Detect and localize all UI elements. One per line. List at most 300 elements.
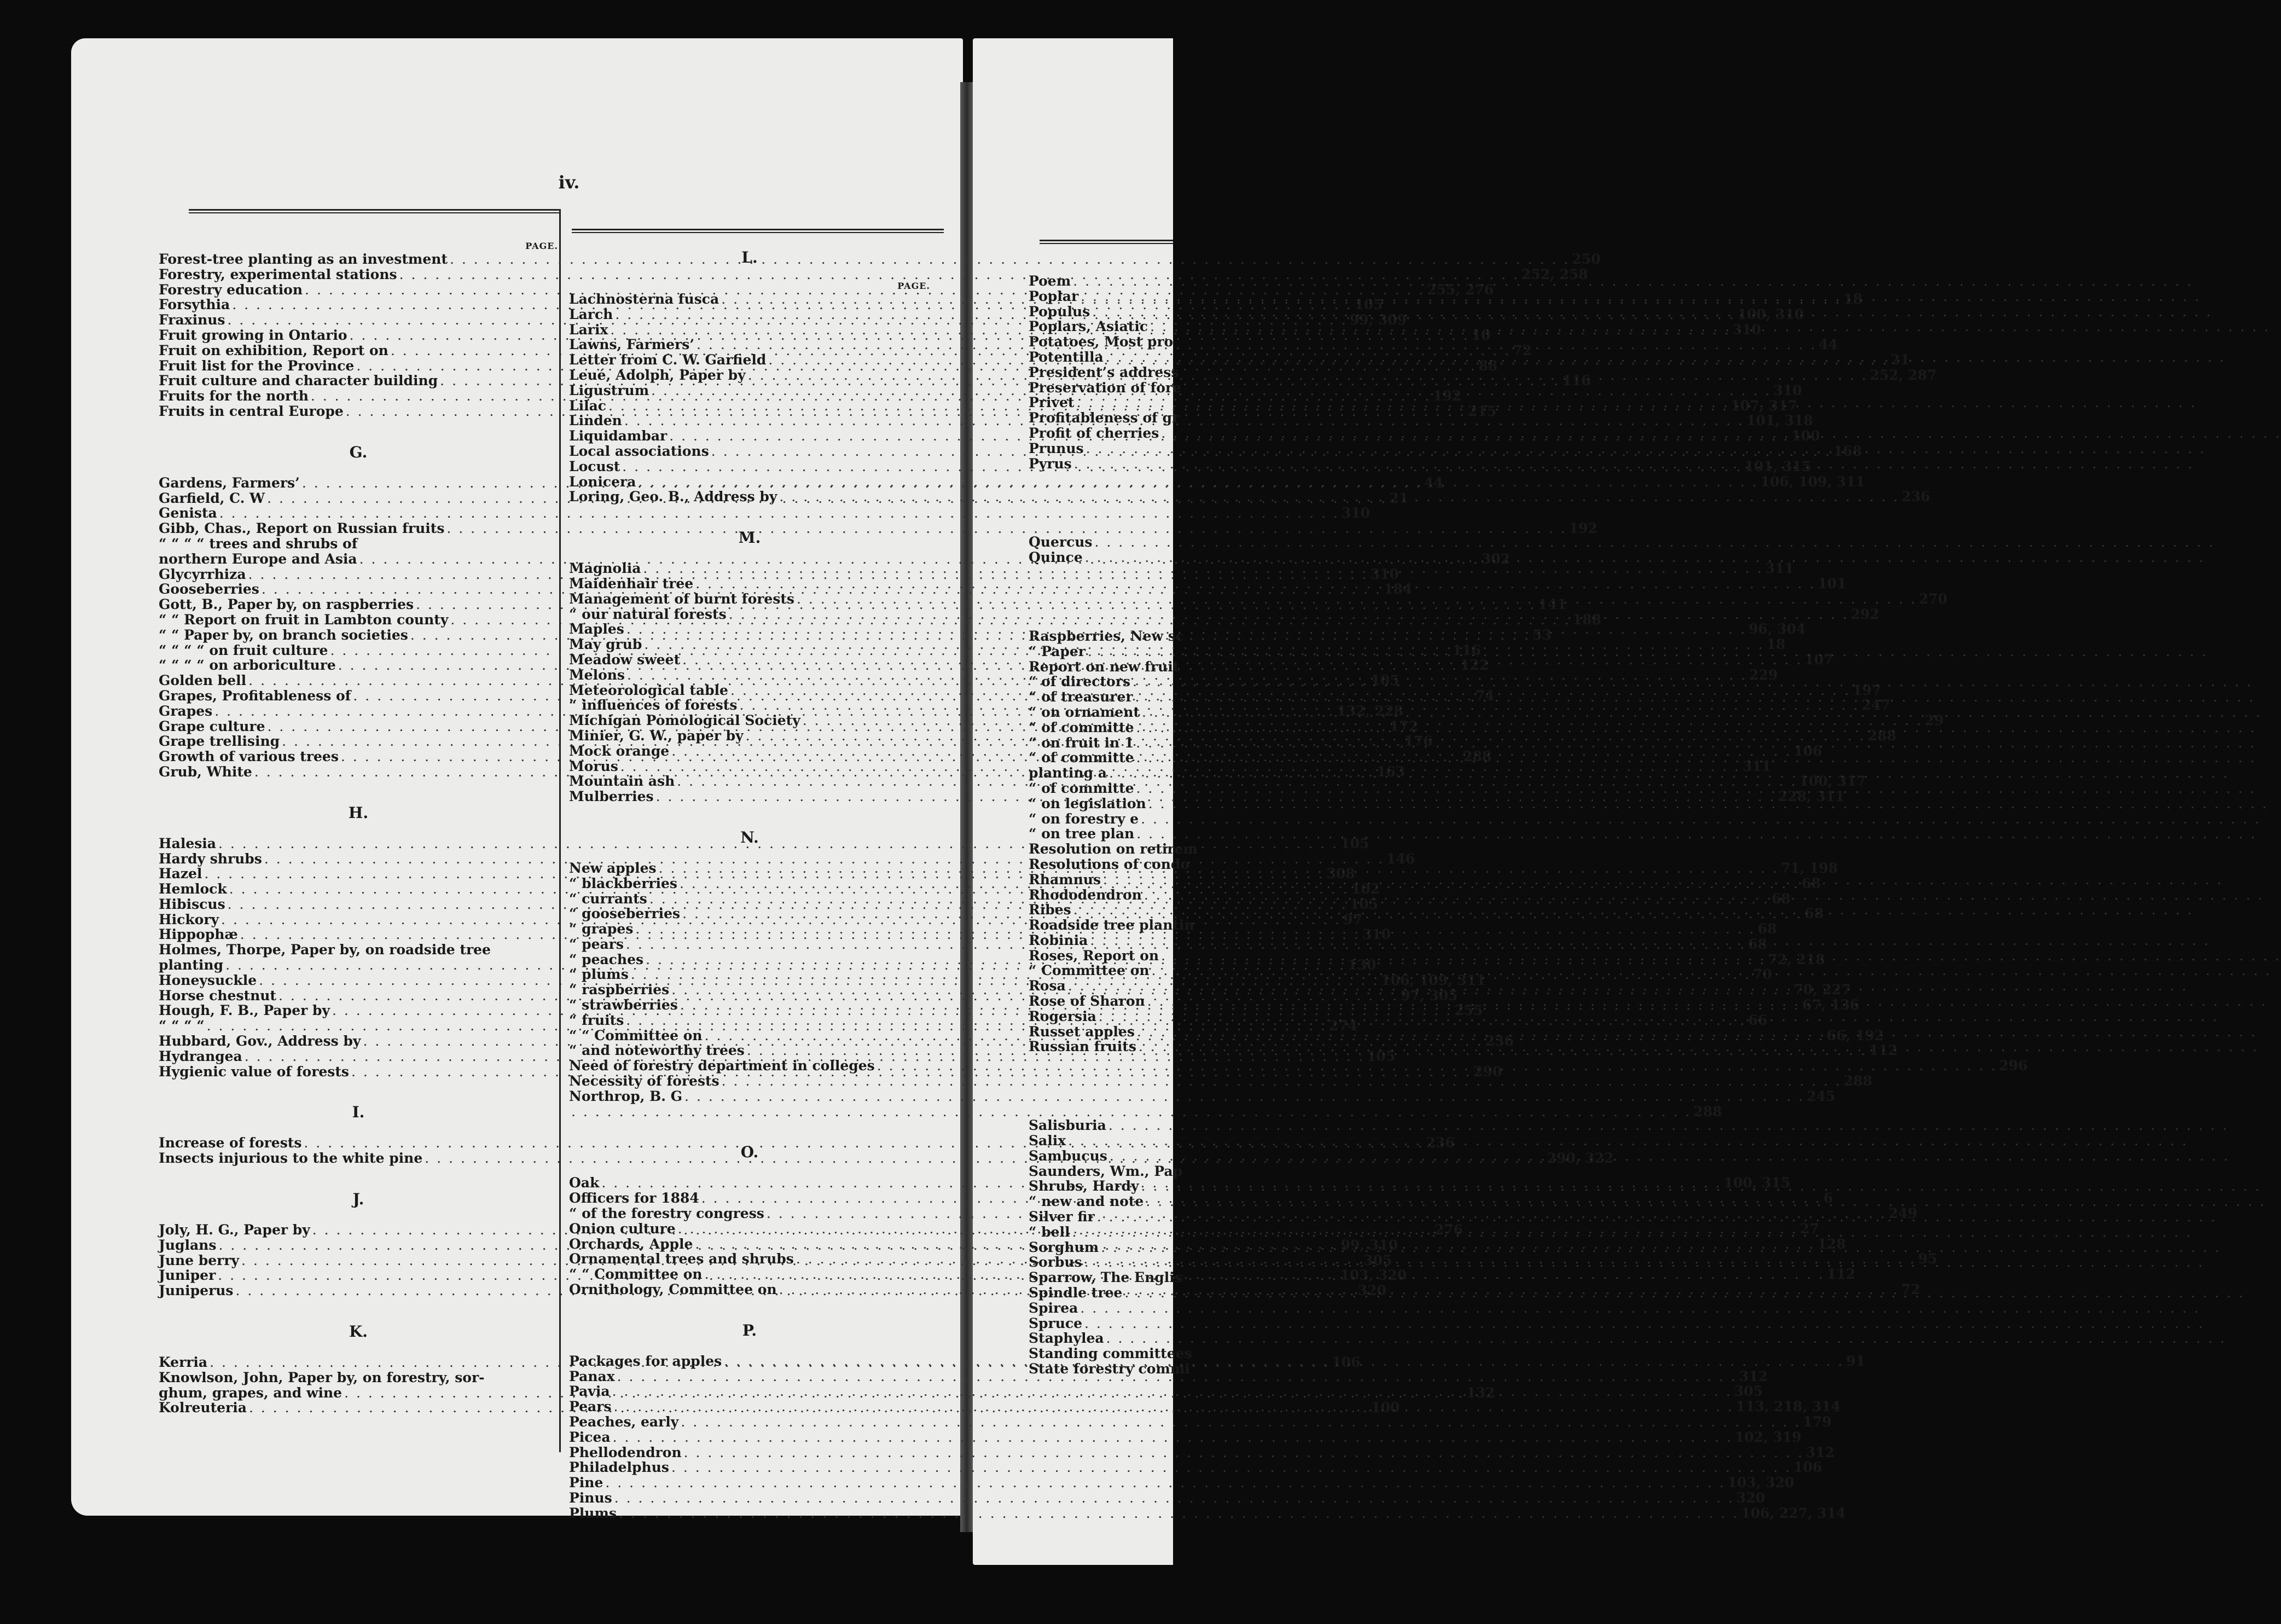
entry-term: Quince xyxy=(1029,549,1083,566)
entry-term: Picea xyxy=(569,1429,611,1445)
entry-pages: 168 xyxy=(1833,443,1862,459)
entry-term: planting a xyxy=(1029,765,1107,781)
entry-pages: 72 xyxy=(1512,342,1532,358)
entry-term: Hubbard, Gov., Address by xyxy=(159,1033,361,1049)
entry-term: Maidenhair tree xyxy=(569,575,694,591)
dot-leader xyxy=(729,607,1849,622)
entry-pages: 290, 322 xyxy=(1547,1150,1614,1167)
entry-pages: 21 xyxy=(1890,352,1910,368)
entry-pages: 132 xyxy=(1466,1384,1495,1401)
index-entry xyxy=(1029,1225,1173,1240)
entry-term: Juniper xyxy=(159,1267,216,1284)
entry-pages: 310 xyxy=(1773,382,1802,398)
entry-term: Fruit growing in Ontario xyxy=(159,327,347,343)
entry-term: Meteorological table xyxy=(569,682,728,698)
index-entry xyxy=(159,942,558,958)
entry-pages: 112 xyxy=(1868,1042,1898,1059)
dot-leader xyxy=(613,1430,1733,1445)
entry-term: Potentilla xyxy=(1029,349,1104,365)
entry-term: “ on tree plan xyxy=(1029,826,1135,842)
entry-term: “ of directors xyxy=(1029,674,1130,690)
entry-term: Grape trellising xyxy=(159,733,280,750)
entry-pages: 70 xyxy=(1752,966,1772,983)
entry-term: “ of committe xyxy=(1029,719,1134,735)
entry-pages: 288 xyxy=(1867,727,1896,744)
index-entry xyxy=(1029,395,1173,410)
entry-pages: 68 xyxy=(1757,921,1777,937)
entry-term: Rogersia xyxy=(1029,1008,1096,1024)
index-entry xyxy=(569,1414,1832,1430)
index-entry xyxy=(1029,1024,1173,1040)
entry-term: Packages for apples xyxy=(569,1353,722,1369)
entry-pages: 99, 309 xyxy=(1349,312,1407,328)
entry-pages: 72 xyxy=(1901,1281,1920,1298)
entry-term: Orchards, Apple xyxy=(569,1236,693,1252)
entry-pages: 106, 227, 314 xyxy=(1741,1505,1846,1521)
entry-term: Larix xyxy=(569,321,608,338)
dot-leader xyxy=(1109,765,2229,781)
index-entry xyxy=(1029,535,1173,550)
entry-term: Leué, Adolph, Paper by xyxy=(569,367,746,383)
index-entry xyxy=(1029,456,1173,472)
entry-term: Michigan Pomological Society xyxy=(569,712,800,729)
entry-term: Pyrus xyxy=(1029,455,1072,472)
entry-pages: 184 xyxy=(1383,581,1413,598)
index-entry xyxy=(1029,274,1173,289)
index-entry xyxy=(1029,441,1173,456)
entry-pages: 88 xyxy=(1478,357,1498,374)
index-entry xyxy=(1029,410,1180,426)
entry-pages: 311 xyxy=(1765,560,1794,577)
entry-term: Knowlson, John, Paper by, on forestry, sor- xyxy=(159,1369,485,1385)
entry-term: Pears xyxy=(569,1399,612,1415)
entry-pages: 100, 317 xyxy=(1799,773,1866,790)
entry-term: Russian fruits xyxy=(1029,1039,1136,1055)
section-letter: M. xyxy=(738,529,761,547)
entry-pages: 113, 218, 314 xyxy=(1736,1399,1841,1415)
entry-pages: 290 xyxy=(1473,1063,1502,1080)
entry-term: “ raspberries xyxy=(569,982,670,998)
dot-leader xyxy=(722,1074,1842,1089)
entry-term: Hippophæ xyxy=(159,926,238,943)
entry-term: Glycyrrhiza xyxy=(159,566,246,582)
dot-leader xyxy=(1144,888,2264,903)
dot-leader xyxy=(684,1445,1804,1460)
index-entry xyxy=(1029,689,1173,705)
entry-term: Quercus xyxy=(1029,534,1093,550)
entry-pages: 53 xyxy=(1532,627,1552,643)
section-letter: N. xyxy=(740,828,759,846)
entry-term: Lonicera xyxy=(569,473,636,490)
dot-leader xyxy=(1073,902,2193,918)
entry-pages: 99, 310 xyxy=(1340,1237,1398,1253)
dot-leader xyxy=(1146,1194,2266,1209)
dot-leader xyxy=(619,1506,1739,1521)
entry-term: “ new and note xyxy=(1029,1193,1144,1210)
entry-term: Golden bell xyxy=(159,672,247,689)
index-entry xyxy=(1029,1209,1173,1225)
entry-pages: 102, 319 xyxy=(1734,1429,1802,1445)
entry-pages: 305 xyxy=(1363,1252,1392,1268)
dot-leader xyxy=(1137,1024,2257,1040)
index-entry xyxy=(1029,379,1181,396)
dot-leader xyxy=(1103,872,2223,888)
dot-leader xyxy=(1084,1252,2204,1270)
index-entry xyxy=(1029,1194,1173,1209)
dot-leader xyxy=(1095,535,2215,550)
entry-term: Hygienic value of forests xyxy=(159,1063,349,1080)
index-entry xyxy=(1029,1118,1173,1133)
entry-term: Juniperus xyxy=(159,1283,234,1299)
entry-pages: 21 xyxy=(1389,490,1408,506)
entry-term: Fruits in central Europe xyxy=(159,403,344,419)
entry-pages: 312 xyxy=(1739,1368,1768,1384)
entry-pages: 97, 305 xyxy=(1401,987,1458,1004)
entry-pages: 107, 317 xyxy=(1731,397,1797,414)
index-entry xyxy=(569,1429,1802,1445)
entry-term: “ influences of forests xyxy=(569,697,738,714)
entry-pages: 288 xyxy=(1693,1103,1722,1120)
entry-term: “ Paper xyxy=(1029,643,1086,659)
dot-leader xyxy=(681,1414,1801,1430)
entry-term: Pinus xyxy=(569,1490,612,1506)
entry-pages: 67, 136 xyxy=(1802,997,1860,1013)
entry-term: Liquidambar xyxy=(569,428,668,444)
index-column-right xyxy=(1029,273,1198,1377)
entry-pages: 146 xyxy=(1386,850,1415,867)
dot-leader xyxy=(1161,426,2281,441)
section-letter: O. xyxy=(740,1143,759,1162)
entry-term: Shrubs, Hardy xyxy=(1029,1178,1139,1194)
entry-term: Robinia xyxy=(1029,932,1088,948)
entry-term: Loring, Geo. B., Address by xyxy=(569,489,777,505)
index-entry xyxy=(1029,658,1180,675)
entry-pages: 192 xyxy=(1432,388,1462,404)
dot-leader xyxy=(1074,456,2194,472)
entry-term: Minier, G. W., paper by xyxy=(569,727,744,744)
entry-term: Poem xyxy=(1029,273,1071,289)
entry-term: Pavia xyxy=(569,1383,610,1400)
entry-term: Joly, H. G., Paper by xyxy=(159,1222,310,1238)
section-letter: J. xyxy=(352,1190,364,1209)
index-entry xyxy=(569,1444,1835,1460)
index-entry xyxy=(1029,735,1173,751)
index-entry xyxy=(1029,1345,1192,1362)
entry-pages: 70, 227 xyxy=(1794,982,1851,998)
dot-leader xyxy=(1068,978,2188,994)
index-entry xyxy=(1029,796,1173,811)
entry-pages: 172 xyxy=(1389,718,1418,734)
index-entry xyxy=(1029,1331,1173,1346)
index-entry xyxy=(1029,720,1173,735)
entry-term: Hough, F. B., Paper by xyxy=(159,1002,330,1019)
entry-pages: 292 xyxy=(1850,606,1879,622)
dot-leader xyxy=(1090,933,2210,948)
entry-pages: 106, 109, 311 xyxy=(1381,972,1486,988)
entry-term: Panax xyxy=(569,1368,615,1384)
index-entry xyxy=(1029,628,1184,644)
entry-term: Profit of cherries xyxy=(1029,425,1159,441)
index-entry xyxy=(1029,674,1173,689)
entry-pages: 105 xyxy=(1349,896,1378,912)
index-entry xyxy=(1029,856,1190,872)
entry-pages: 192 xyxy=(1569,520,1598,537)
index-entry xyxy=(1029,550,1173,565)
dot-leader xyxy=(779,489,1899,504)
entry-term: Fraxinus xyxy=(159,312,225,328)
entry-term: “ “ “ “ on fruit culture xyxy=(159,642,328,658)
entry-term: Privet xyxy=(1029,395,1075,411)
entry-pages: 102 xyxy=(1351,881,1380,897)
entry-pages: 72, 218 xyxy=(1768,951,1825,967)
entry-term: Need of forestry department in colleges xyxy=(569,1058,875,1074)
index-entry xyxy=(1029,1163,1183,1179)
entry-term: Salix xyxy=(1029,1133,1066,1149)
dot-leader xyxy=(614,1490,1734,1506)
entry-term: Standing committees xyxy=(1029,1345,1192,1362)
section-letter: H. xyxy=(348,803,369,822)
entry-term: Fruit list for the Province xyxy=(159,357,355,374)
entry-term: “ “ “ “ on arboriculture xyxy=(159,657,336,674)
index-entry xyxy=(1029,1316,1173,1331)
dot-leader xyxy=(1124,1285,2244,1301)
index-entry xyxy=(1029,841,1198,857)
entry-pages: 112 xyxy=(1826,1266,1855,1283)
entry-term: Ligustrum xyxy=(569,382,649,398)
entry-term: Rosa xyxy=(1029,978,1066,994)
index-entry xyxy=(159,251,1601,267)
entry-term: “ of committe xyxy=(1029,750,1134,766)
entry-pages: 163 xyxy=(1376,763,1406,780)
entry-pages: 44 xyxy=(1819,337,1838,353)
entry-pages: 18 xyxy=(1843,291,1863,307)
entry-term: Grub, White xyxy=(159,763,252,780)
dot-leader xyxy=(1084,1316,2204,1331)
entry-term: “ grapes xyxy=(569,921,634,937)
dot-leader xyxy=(1142,705,2262,720)
entry-term: “ “ Committee on xyxy=(569,1027,703,1043)
section-letter: G. xyxy=(349,443,368,461)
index-entry xyxy=(1029,1301,1173,1316)
dot-leader xyxy=(1136,826,2256,842)
dot-leader xyxy=(626,622,1746,637)
dot-leader xyxy=(1135,689,2255,705)
index-entry xyxy=(159,536,558,552)
dot-leader xyxy=(1136,781,2256,796)
header-rule-middle xyxy=(572,229,944,233)
entry-term: Locust xyxy=(569,458,620,474)
dot-leader xyxy=(1136,750,2256,765)
entry-term: Prunus xyxy=(1029,440,1084,456)
dot-leader xyxy=(1106,350,2226,365)
dot-leader xyxy=(605,1475,1725,1490)
entry-pages: 247 xyxy=(1861,697,1890,714)
entry-pages: 100 xyxy=(1791,428,1820,444)
entry-pages: 320 xyxy=(1736,1490,1765,1506)
entry-pages: 105 xyxy=(1354,297,1383,313)
index-entry xyxy=(1029,948,1173,964)
index-entry xyxy=(1029,978,1173,994)
index-entry xyxy=(1029,1009,1173,1024)
index-entry xyxy=(1029,1133,1173,1149)
entry-pages: 97 xyxy=(1343,911,1362,927)
index-entry xyxy=(159,520,1598,537)
entry-term: Mulberries xyxy=(569,788,654,805)
entry-term: Sambucus xyxy=(1029,1147,1107,1164)
entry-term: Kerria xyxy=(159,1354,208,1371)
dot-leader xyxy=(1108,1118,2228,1133)
entry-pages: 66 xyxy=(1748,1012,1768,1028)
entry-term: Profitableness of gr xyxy=(1029,410,1180,426)
entry-pages: 310 xyxy=(1370,566,1399,582)
entry-term: Officers for 1884 xyxy=(569,1190,699,1207)
index-entry xyxy=(1029,426,1173,441)
index-entry xyxy=(569,1490,1765,1506)
dot-leader xyxy=(1152,963,2272,978)
entry-term: Grape culture xyxy=(159,718,265,734)
entry-term: “ gooseberries xyxy=(569,906,681,922)
entry-term: May grub xyxy=(569,636,642,653)
index-entry xyxy=(569,1505,1846,1521)
entry-pages: 141 xyxy=(1538,596,1567,613)
index-entry xyxy=(1029,289,1173,304)
page-number: iv. xyxy=(558,172,580,193)
entry-term: Halesia xyxy=(159,835,216,851)
entry-term: Philadelphus xyxy=(569,1459,669,1476)
entry-term: Saunders, Wm., Pap xyxy=(1029,1163,1183,1179)
index-entry xyxy=(1029,1179,1173,1194)
dot-leader xyxy=(1092,304,2212,320)
entry-pages: 101 xyxy=(1818,575,1847,591)
dot-leader xyxy=(1139,1039,2259,1054)
entry-term: Rose of Sharon xyxy=(1029,993,1145,1010)
entry-pages: 106 xyxy=(1794,743,1823,759)
entry-pages: 105 xyxy=(1340,835,1369,851)
index-entry xyxy=(1029,1361,1190,1377)
entry-term: Staphylea xyxy=(1029,1330,1104,1347)
entry-pages: 100 xyxy=(1371,1400,1400,1416)
entry-term: “ “ Paper by, on branch societies xyxy=(159,627,408,643)
entry-pages: 68 xyxy=(1802,875,1821,891)
entry-pages: 106 xyxy=(1332,1354,1361,1371)
page-column-label: PAGE. xyxy=(525,241,558,251)
entry-pages: 103, 320 xyxy=(1340,1267,1407,1284)
entry-pages: 308 xyxy=(1326,866,1355,882)
entry-term: Resolutions of condo xyxy=(1029,856,1190,872)
index-entry xyxy=(569,1475,1795,1491)
entry-pages: 270 xyxy=(1919,590,1948,607)
dot-leader xyxy=(1133,674,2253,689)
entry-pages: 101, 318 xyxy=(1746,413,1813,429)
index-entry xyxy=(569,1073,1872,1089)
entry-term: Garfield, C. W xyxy=(159,490,265,506)
entry-term: Oak xyxy=(569,1175,600,1191)
dot-leader xyxy=(1101,1237,2221,1255)
index-entry xyxy=(569,1088,1836,1104)
entry-pages: 95 xyxy=(1918,1251,1937,1267)
entry-term: “ of committe xyxy=(1029,780,1134,796)
entry-term: Pine xyxy=(569,1475,603,1491)
entry-pages: 236 xyxy=(1426,1135,1455,1151)
entry-pages: 44 xyxy=(1424,474,1443,491)
entry-term: Hickory xyxy=(159,911,219,927)
entry-pages: 296 xyxy=(1999,1058,2028,1074)
entry-pages: 245 xyxy=(1807,1088,1836,1104)
entry-term: Report on new fruit xyxy=(1029,658,1180,675)
dot-leader xyxy=(1068,1133,2188,1149)
dot-leader xyxy=(1072,1225,2192,1240)
entry-term: Forestry, experimental stations xyxy=(159,266,397,282)
entry-term: Gott, B., Paper by, on raspberries xyxy=(159,596,414,613)
entry-term: State forestry commi xyxy=(1029,1361,1190,1377)
group-gap xyxy=(1029,565,1173,629)
dot-leader xyxy=(612,1384,1732,1399)
entry-pages: 302 xyxy=(1481,550,1510,567)
entry-term: “ “ Report on fruit in Lambton county xyxy=(159,611,449,628)
entry-pages: 106 xyxy=(1794,1459,1823,1476)
section-letter: I. xyxy=(352,1103,365,1122)
entry-term: Forest-tree planting as an investment xyxy=(159,251,448,267)
dot-leader xyxy=(638,474,1758,490)
dot-leader xyxy=(1141,811,2261,827)
entry-term: Lawns, Farmers’ xyxy=(569,337,695,353)
section-letter: P. xyxy=(742,1321,757,1339)
entry-pages: 116 xyxy=(1562,373,1591,389)
entry-term: Hazel xyxy=(159,866,202,882)
entry-pages: 310 xyxy=(1732,321,1761,338)
dot-leader xyxy=(748,368,1868,383)
entry-term: “ “ “ “ trees and shrubs of xyxy=(159,535,358,552)
index-entry xyxy=(1029,350,1173,365)
dot-leader xyxy=(1080,1301,2200,1316)
entry-term: Sorghum xyxy=(1029,1239,1099,1255)
index-entry xyxy=(1029,888,1173,903)
entry-pages: 197 xyxy=(1853,682,1882,698)
entry-term: Magnolia xyxy=(569,560,641,577)
dot-leader xyxy=(1085,550,2205,565)
entry-term: Fruit culture and character building xyxy=(159,373,438,389)
entry-pages: 228, 311 xyxy=(1778,788,1845,805)
entry-term: Hibiscus xyxy=(159,896,225,912)
index-entry xyxy=(1029,917,1194,933)
dot-leader xyxy=(1081,289,2201,304)
entry-term: June berry xyxy=(159,1252,240,1268)
entry-pages: 105 xyxy=(1371,672,1400,689)
entry-term: Preservation of fore xyxy=(1029,379,1181,396)
entry-pages: 188 xyxy=(1572,611,1601,628)
index-entry xyxy=(159,505,1371,521)
entry-pages: 100, 315 xyxy=(1723,1175,1791,1191)
entry-term: ghum, grapes, and wine xyxy=(159,1384,343,1401)
entry-term: “ of treasurer xyxy=(1029,689,1133,705)
section-letter: L. xyxy=(741,248,758,266)
entry-term: “ “ Committee on xyxy=(569,1266,703,1283)
index-entry xyxy=(1029,644,1173,659)
index-entry xyxy=(1029,1285,1173,1301)
entry-term: “ “ “ “ xyxy=(159,1018,205,1034)
dot-leader xyxy=(1147,994,2267,1009)
entry-pages: 311 xyxy=(1742,758,1772,774)
entry-term: Phellodendron xyxy=(569,1444,682,1460)
entry-term: planting xyxy=(159,957,224,973)
header-rule-right xyxy=(1040,240,1173,244)
entry-term: Poplar xyxy=(1029,288,1079,304)
entry-term: “ on legislation xyxy=(1029,795,1146,811)
entry-term: Silver fir xyxy=(1029,1209,1095,1225)
entry-pages: 255 xyxy=(1454,1002,1483,1019)
entry-pages: 71, 198 xyxy=(1780,860,1838,876)
entry-pages: 274 xyxy=(1328,1018,1357,1034)
